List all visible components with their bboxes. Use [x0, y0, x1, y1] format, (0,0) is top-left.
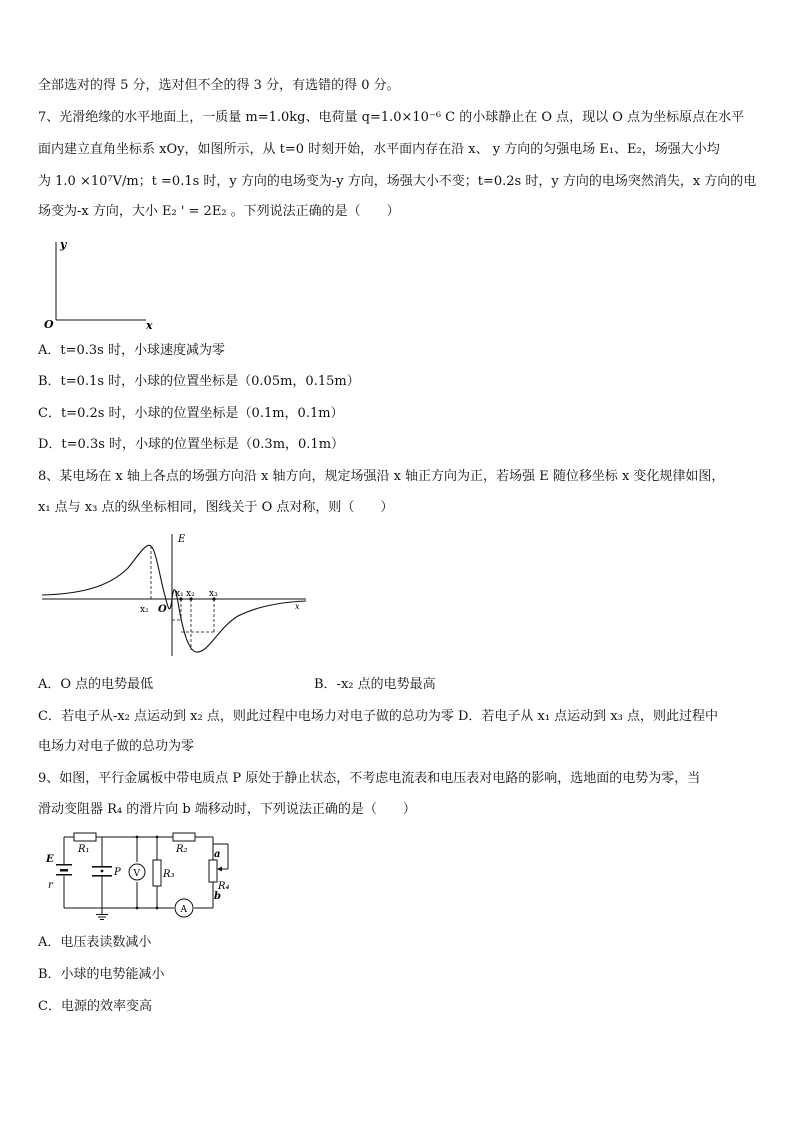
- q8-option-b: B．-x₂ 点的电势最高: [314, 677, 436, 692]
- r4-rheostat: [209, 860, 217, 882]
- q8-x-axis-label: x: [295, 602, 300, 611]
- slider-arrow: [217, 867, 222, 872]
- r3-resistor: [153, 860, 161, 886]
- particle-p: [101, 870, 104, 873]
- q8-x3-label: x₃: [209, 589, 218, 599]
- q7-option-d: D．t=0.3s 时，小球的位置坐标是（0.3m，0.1m）: [38, 437, 345, 452]
- capacitor-bottom-plate: [92, 875, 112, 877]
- q7-y-label: y: [60, 238, 67, 251]
- r1-label: R₁: [78, 844, 90, 855]
- q9-circuit-diagram: [40, 828, 250, 923]
- q8-field-graph: [38, 528, 313, 663]
- internal-r-label: r: [48, 880, 53, 891]
- r1-resistor: [74, 833, 96, 841]
- q9-option-a: A．电压表读数减小: [38, 935, 152, 950]
- q7-option-c: C．t=0.2s 时，小球的位置坐标是（0.1m，0.1m）: [38, 406, 344, 421]
- q8-x2-label: x₂: [186, 589, 195, 599]
- q7-origin-label: O: [44, 318, 54, 331]
- q9-option-b: B．小球的电势能减小: [38, 967, 165, 982]
- r2-resistor: [173, 833, 195, 841]
- battery-long-plate: [56, 864, 72, 866]
- a-end-label: a: [214, 849, 221, 860]
- r3-label: R₃: [163, 869, 175, 880]
- capacitor-top-plate: [92, 866, 112, 868]
- q8-origin-label: O: [158, 604, 167, 615]
- p-label: P: [114, 867, 121, 878]
- ammeter-label: A: [180, 905, 187, 915]
- ground-symbol: [96, 914, 108, 915]
- b-end-label: b: [214, 891, 221, 902]
- q8-line-1: 8、某电场在 x 轴上各点的场强方向沿 x 轴方向，规定场强沿 x 轴正方向为正，若场强 E 随位移坐标 x 变化规律如图，: [38, 469, 725, 484]
- q8-options-cd-line-2: 电场力对电子做的总功为零: [38, 739, 195, 754]
- q7-x-label: x: [146, 319, 153, 332]
- voltmeter-label: V: [133, 869, 140, 879]
- r2-label: R₂: [176, 844, 188, 855]
- q8-neg-x2-label: x₂: [140, 605, 149, 615]
- q7-line-4: 场变为-x 方向，大小 E₂ ' = 2E₂ 。下列说法正确的是（ ）: [38, 204, 400, 219]
- q8-option-a: A．O 点的电势最低: [38, 677, 154, 692]
- q9-line-2: 滑动变阻器 R₄ 的滑片向 b 端移动时，下列说法正确的是（ ）: [38, 802, 416, 817]
- q8-line-2: x₁ 点与 x₃ 点的纵坐标相同，图线关于 O 点对称，则（ ）: [38, 500, 394, 515]
- battery-short-plate: [60, 869, 68, 872]
- q8-e-label: E: [178, 534, 186, 545]
- q7-option-a: A．t=0.3s 时，小球速度减为零: [38, 343, 225, 358]
- r4-label: R₄: [218, 881, 230, 892]
- q7-line-3: 为 1.0 ×10⁷V/m；t =0.1s 时，y 方向的电场变为-y 方向，场强大小不变；t=0.2s 时，y 方向的电场突然消失，x 方向的电: [38, 174, 757, 189]
- q7-coordinate-figure: [38, 236, 168, 336]
- q7-line-2: 面内建立直角坐标系 xOy，如图所示，从 t=0 时刻开始，水平面内存在沿 x、 y 方向的匀强电场 E₁、E₂，场强大小均: [38, 142, 720, 157]
- q9-option-c: C．电源的效率变高: [38, 999, 152, 1014]
- q8-x1-label: x₁: [175, 589, 184, 599]
- emf-label: E: [46, 854, 54, 865]
- q7-option-b: B．t=0.1s 时，小球的位置坐标是（0.05m，0.15m）: [38, 374, 360, 389]
- q8-options-cd-line-1: C．若电子从-x₂ 点运动到 x₂ 点，则此过程中电场力对电子做的总功为零 D．若电子从 x₁ 点运动到 x₃ 点，则此过程中: [38, 709, 718, 724]
- q9-line-1: 9、如图，平行金属板中带电质点 P 原处于静止状态，不考虑电流表和电压表对电路的影响，选地面的电势为零，当: [38, 771, 701, 786]
- instruction-line: 全部选对的得 5 分，选对但不全的得 3 分，有选错的得 0 分。: [38, 78, 400, 93]
- q7-line-1: 7、光滑绝缘的水平地面上，一质量 m=1.0kg、电荷量 q=1.0×10⁻⁶ C 的小球静止在 O 点，现以 O 点为坐标原点在水平: [38, 110, 745, 125]
